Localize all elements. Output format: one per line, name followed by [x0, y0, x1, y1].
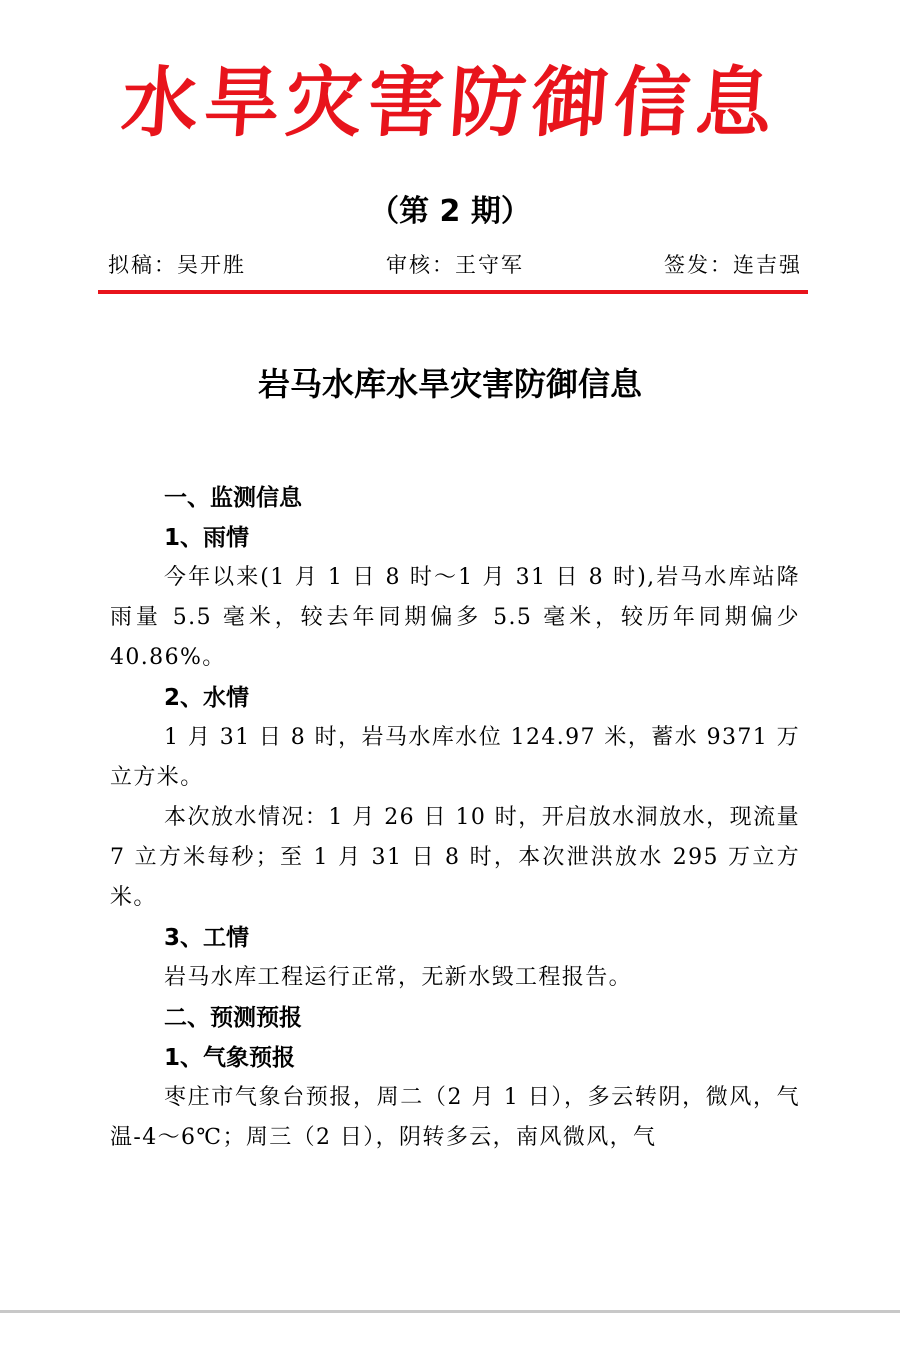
section-heading-forecast: 二、预测预报 [164, 1005, 302, 1031]
red-divider [98, 290, 808, 294]
drafter-credit: 拟稿：吴开胜 [108, 253, 246, 277]
page-bottom-edge [0, 1310, 900, 1359]
paragraph-weather: 枣庄市气象台预报，周二（2 月 1 日），多云转阴，微风，气温-4～6℃；周三（2 日），阴转多云，南风微风，气 [110, 1085, 800, 1150]
subheading-rain: 1、雨情 [164, 525, 250, 551]
issuer-credit: 签发：连吉强 [664, 253, 802, 277]
section-heading-monitoring: 一、监测信息 [164, 485, 302, 511]
paragraph-water-level: 1 月 31 日 8 时，岩马水库水位 124.97 米，蓄水 9371 万立方米。 [110, 725, 800, 790]
masthead-title: 水旱灾害防御信息 [118, 58, 782, 147]
issue-number: （第 2 期） [369, 194, 531, 229]
document-body [110, 478, 800, 1158]
subheading-water: 2、水情 [164, 685, 250, 711]
document-title: 岩马水库水旱灾害防御信息 [257, 365, 642, 403]
subheading-works: 3、工情 [164, 925, 250, 951]
credits-line [108, 248, 802, 282]
paragraph-rain: 今年以来(1 月 1 日 8 时～1 月 31 日 8 时),岩马水库站降雨量 5.5 毫米，较去年同期偏多 5.5 毫米，较历年同期偏少 40.86%。 [110, 565, 800, 670]
paragraph-water-release: 本次放水情况：1 月 26 日 10 时，开启放水洞放水，现流量 7 立方米每秒；至 1 月 31 日 8 时，本次泄洪放水 295 万立方米。 [110, 805, 800, 910]
reviewer-credit: 审核：王守军 [386, 253, 524, 277]
subheading-weather: 1、气象预报 [164, 1045, 296, 1071]
paragraph-works: 岩马水库工程运行正常，无新水毁工程报告。 [164, 965, 633, 990]
